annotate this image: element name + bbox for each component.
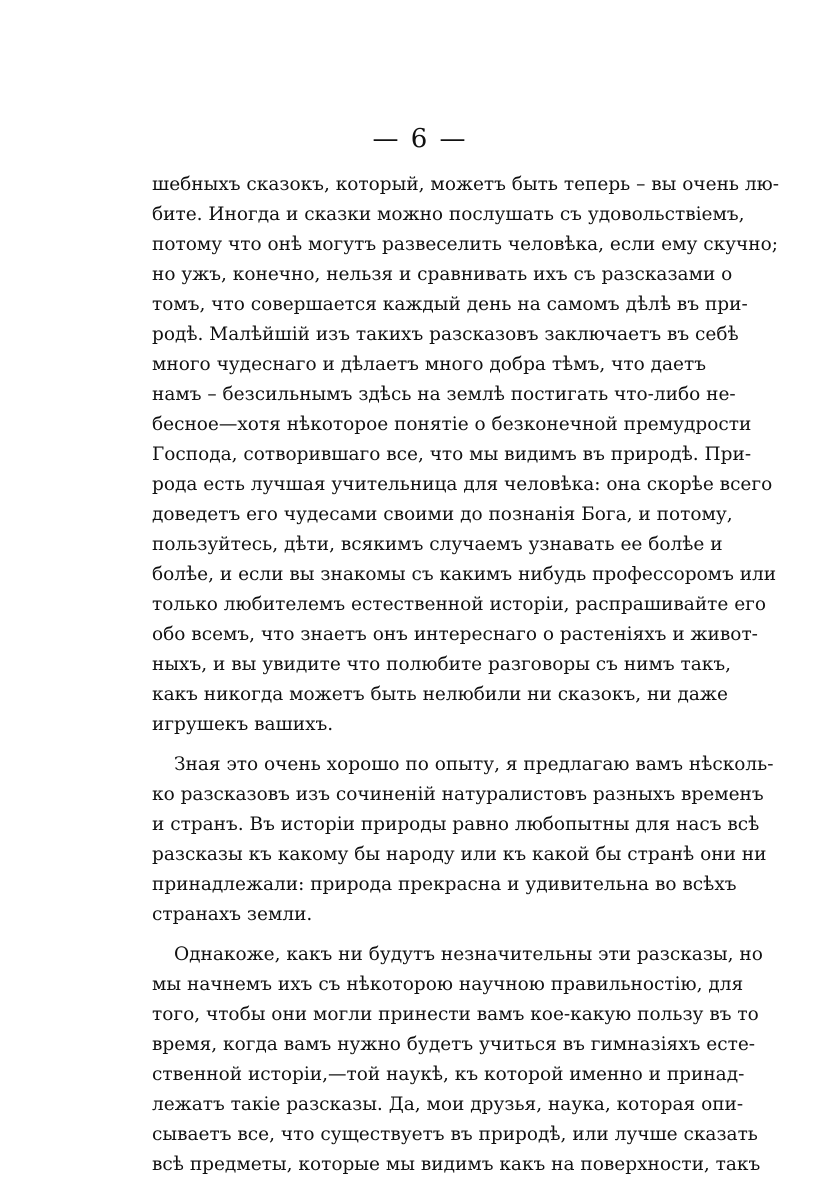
text-line: мы начнемъ ихъ съ нѣкоторою научною правильностію, для	[152, 974, 744, 995]
text-line: намъ – безсильнымъ здѣсь на землѣ постигать что-либо не-	[152, 384, 736, 405]
text-line: того, чтобы они могли принести вамъ кое-какую пользу въ то	[152, 1004, 759, 1025]
text-line: Зная это очень хорошо по опыту, я предлагаю вамъ нѣсколь-	[174, 754, 774, 775]
text-line: рода есть лучшая учительница для человѣка: она скорѣе всего	[152, 474, 773, 495]
text-line: Господа, сотворившаго все, что мы видимъ въ природѣ. При-	[152, 444, 752, 465]
text-line: доведетъ его чудесами своими до познанія Бога, и потому,	[152, 504, 733, 525]
text-line: бите. Иногда и сказки можно послушать съ удовольствіемъ,	[152, 204, 745, 225]
text-line: лежатъ такіе разсказы. Да, мои друзья, наука, которая опи-	[152, 1094, 744, 1115]
text-line: пользуйтесь, дѣти, всякимъ случаемъ узнавать ее болѣе и	[152, 534, 723, 555]
paragraph-2	[152, 750, 774, 930]
paragraph-3	[152, 940, 763, 1180]
text-line: ко разсказовъ изъ сочиненій натуралистовъ разныхъ временъ	[152, 784, 764, 805]
paragraph-gap	[152, 740, 694, 750]
text-line: Однакоже, какъ ни будутъ незначительны эти разсказы, но	[174, 944, 763, 965]
page-number: — 6 —	[372, 124, 468, 154]
text-line: ственной исторіи,—той наукѣ, къ которой именно и принад-	[152, 1064, 745, 1085]
text-line: игрушекъ вашихъ.	[152, 714, 334, 735]
text-line: ныхъ, и вы увидите что полюбите разговоры съ нимъ такъ,	[152, 654, 731, 675]
text-line: болѣе, и если вы знакомы съ какимъ нибудь профессоромъ или	[152, 564, 777, 585]
text-line: время, когда вамъ нужно будетъ учиться въ гимназіяхъ есте-	[152, 1034, 756, 1055]
text-line: томъ, что совершается каждый день на самомъ дѣлѣ въ при-	[152, 294, 748, 315]
text-line: потому что онѣ могутъ развеселить человѣка, если ему скучно;	[152, 234, 778, 255]
text-line: но ужъ, конечно, нельзя и сравнивать ихъ съ разсказами о	[152, 264, 733, 285]
paragraph-gap	[152, 930, 694, 940]
page-body	[152, 170, 779, 1180]
text-line: сываетъ все, что существуетъ въ природѣ, или лучше сказать	[152, 1124, 758, 1145]
text-line: бесное—хотя нѣкоторое понятіе о безконечной премудрости	[152, 414, 752, 435]
text-line: шебныхъ сказокъ, который, можетъ быть теперь – вы очень лю-	[152, 174, 779, 195]
text-line: много чудеснаго и дѣлаетъ много добра тѣмъ, что даетъ	[152, 354, 706, 375]
paragraph-1	[152, 170, 779, 740]
text-line: обо всемъ, что знаетъ онъ интереснаго о растеніяхъ и живот-	[152, 624, 758, 645]
text-line: всѣ предметы, которые мы видимъ какъ на поверхности, такъ	[152, 1154, 761, 1175]
text-line: какъ никогда можетъ быть нелюбили ни сказокъ, ни даже	[152, 684, 728, 705]
text-line: разсказы къ какому бы народу или къ какой бы странѣ они ни	[152, 844, 767, 865]
text-line: родѣ. Малѣйшій изъ такихъ разсказовъ заключаетъ въ себѣ	[152, 324, 739, 345]
text-line: только любителемъ естественной исторіи, распрашивайте его	[152, 594, 766, 615]
text-line: принадлежали: природа прекрасна и удивительна во всѣхъ	[152, 874, 737, 895]
text-line: странахъ земли.	[152, 904, 313, 925]
text-line: и странъ. Въ исторіи природы равно любопытны для насъ всѣ	[152, 814, 760, 835]
